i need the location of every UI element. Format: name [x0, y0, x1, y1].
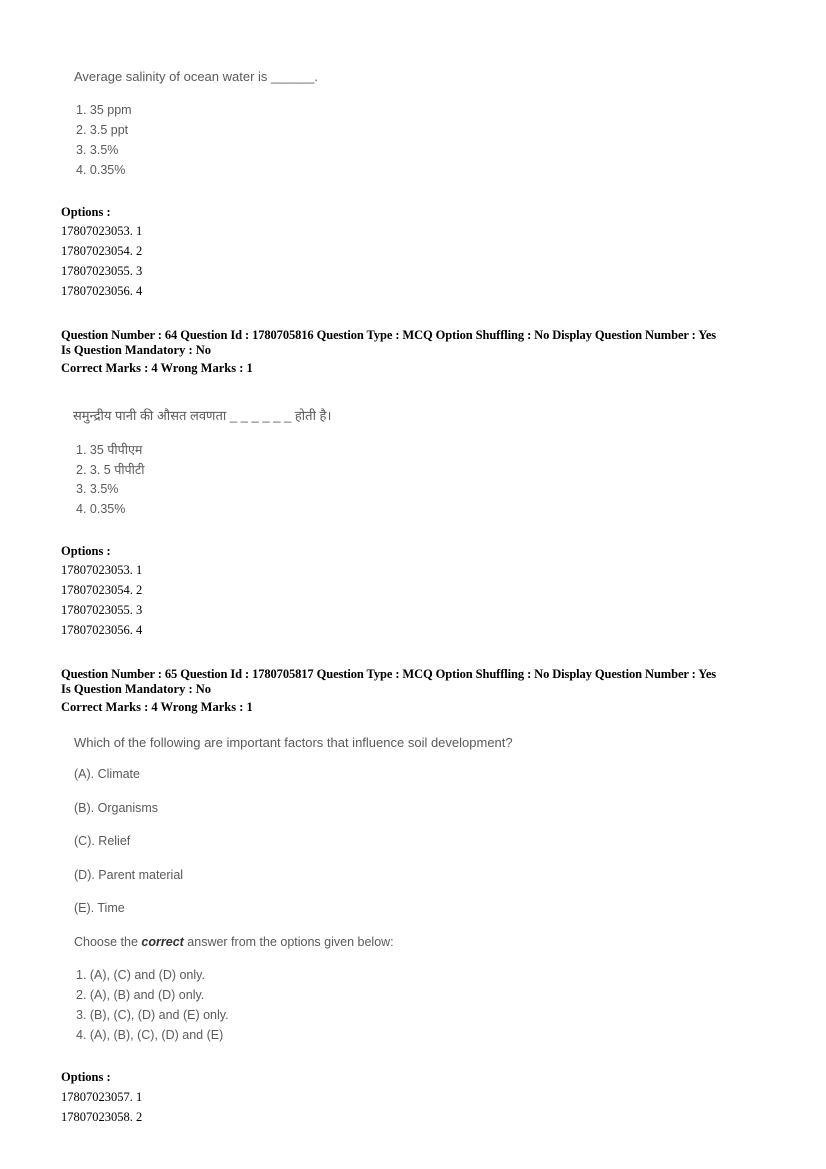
statement-item: (E). Time	[74, 901, 125, 915]
option-id: 17807023055. 3	[61, 603, 143, 617]
statement-item: (C). Relief	[74, 834, 131, 848]
statement-item: (B). Organisms	[74, 801, 159, 815]
option-id: 17807023057. 1	[61, 1090, 143, 1104]
answer-choice: 3. 3.5%	[76, 143, 119, 157]
answer-choice: 2. (A), (B) and (D) only.	[76, 988, 205, 1002]
instruction-post: answer from the options given below:	[183, 935, 394, 949]
instruction-emphasis: correct	[141, 935, 184, 949]
option-id: 17807023054. 2	[61, 583, 143, 597]
answer-choice: 1. 35 पीपीएम	[76, 443, 143, 457]
question-meta: Question Number : 65 Question Id : 1780705817 Question Type : MCQ Option Shuffling : No Display Question Number : Yes	[61, 667, 717, 681]
answer-choice: 4. (A), (B), (C), (D) and (E)	[76, 1028, 224, 1042]
option-id: 17807023054. 2	[61, 244, 143, 258]
instruction-pre: Choose the	[74, 935, 142, 949]
question-stem: Which of the following are important factors that influence soil development?	[74, 735, 513, 750]
question-stem: समुन्द्रीय पानी की औसत लवणता _ _ _ _ _ _ होती है।	[73, 408, 332, 423]
answer-choice: 4. 0.35%	[76, 502, 126, 516]
answer-choice: 3. 3.5%	[76, 482, 119, 496]
option-id: 17807023058. 2	[61, 1110, 143, 1124]
option-id: 17807023055. 3	[61, 264, 143, 278]
answer-choice: 1. 35 ppm	[76, 103, 132, 117]
answer-choice: 2. 3.5 ppt	[76, 123, 129, 137]
answer-choice: 4. 0.35%	[76, 163, 126, 177]
option-id: 17807023053. 1	[61, 563, 143, 577]
question-marks: Correct Marks : 4 Wrong Marks : 1	[61, 700, 253, 714]
options-label: Options :	[61, 544, 111, 558]
option-id: 17807023056. 4	[61, 623, 143, 637]
question-mandatory: Is Question Mandatory : No	[61, 682, 212, 696]
options-label: Options :	[61, 205, 111, 219]
option-id: 17807023056. 4	[61, 284, 143, 298]
statement-item: (A). Climate	[74, 767, 140, 781]
question-marks: Correct Marks : 4 Wrong Marks : 1	[61, 361, 253, 375]
question-meta: Question Number : 64 Question Id : 1780705816 Question Type : MCQ Option Shuffling : No Display Question Number : Yes	[61, 328, 717, 342]
answer-choice: 2. 3. 5 पीपीटी	[76, 463, 145, 477]
option-id: 17807023053. 1	[61, 224, 143, 238]
instruction-text	[74, 935, 394, 949]
options-label: Options :	[61, 1070, 111, 1084]
statement-item: (D). Parent material	[74, 868, 184, 882]
answer-choice: 3. (B), (C), (D) and (E) only.	[76, 1008, 229, 1022]
question-mandatory: Is Question Mandatory : No	[61, 343, 212, 357]
answer-choice: 1. (A), (C) and (D) only.	[76, 968, 205, 982]
question-stem: Average salinity of ocean water is ______.	[74, 69, 319, 84]
